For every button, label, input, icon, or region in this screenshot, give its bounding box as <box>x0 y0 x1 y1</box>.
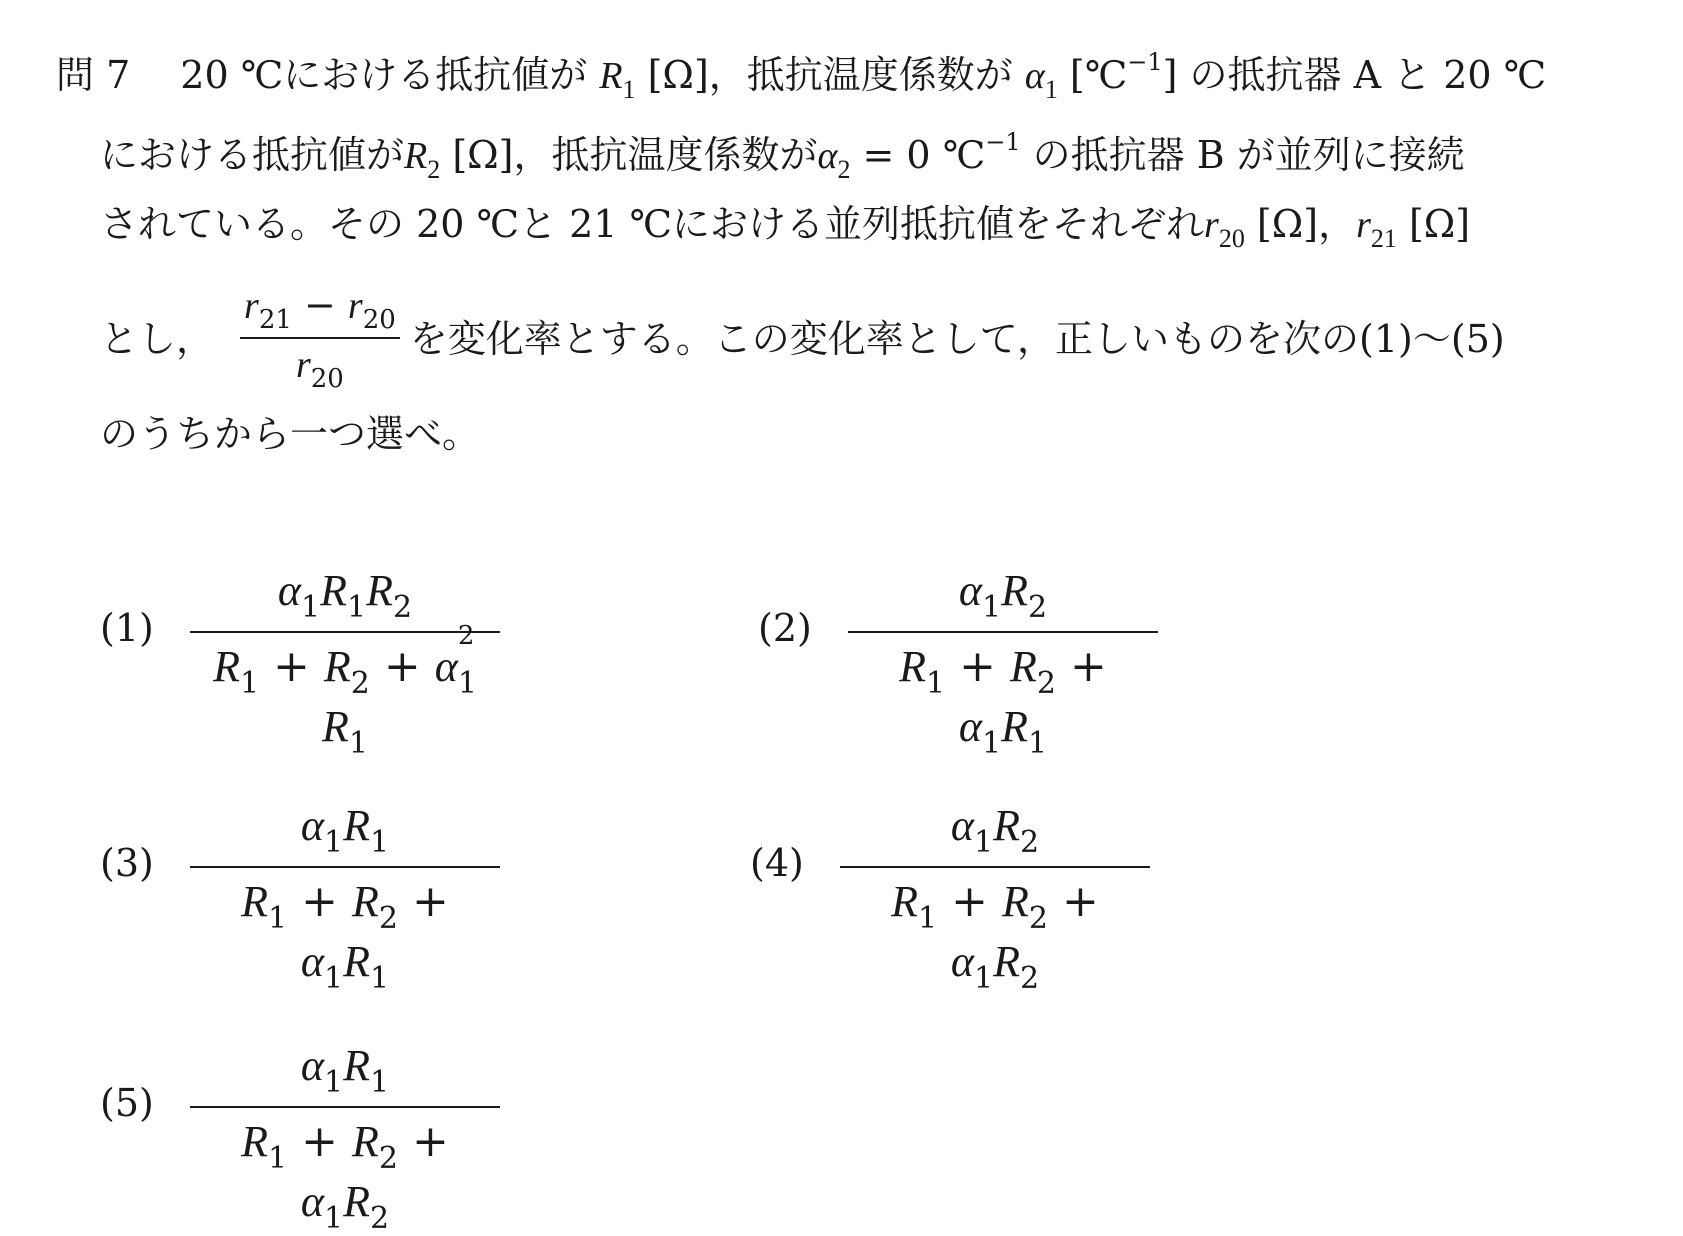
question-line-5: のうちから一つ選べ。 <box>100 412 481 456</box>
option-2-formula: $\frac{\alpha_1R_2}{R_1 + R_2 + \alpha_1R_1}$ <box>848 565 1158 761</box>
question-number: 問 7 <box>56 53 131 97</box>
option-5[interactable] <box>100 1040 500 1236</box>
change-rate-fraction: $\frac{r_{21} - r_{20}}{r_{20}}$ <box>240 286 400 392</box>
option-2[interactable] <box>758 565 1158 761</box>
option-3-label: (3) <box>100 840 154 885</box>
option-5-formula: $\frac{\alpha_1R_1}{R_1 + R_2 + \alpha_1R_2}$ <box>190 1040 500 1236</box>
option-4-formula: $\frac{\alpha_1R_2}{R_1 + R_2 + \alpha_1R_2}$ <box>840 800 1150 996</box>
option-4[interactable] <box>750 800 1150 996</box>
option-4-label: (4) <box>750 840 804 885</box>
option-3[interactable] <box>100 800 500 996</box>
option-1[interactable] <box>100 565 500 761</box>
question-line-1: 問 7 20 ℃における抵抗値が $R_1$ [Ω]，抵抗温度係数が $\alpha_1$ [℃$^{-1}$] の抵抗器 A と 20 ℃ <box>56 48 1547 104</box>
question-line-2: における抵抗値が$R_2$ [Ω]，抵抗温度係数が$\alpha_2 = 0$ ℃$^{-1}$ の抵抗器 B が並列に接続 <box>100 128 1465 184</box>
option-3-formula: $\frac{\alpha_1R_1}{R_1 + R_2 + \alpha_1R_1}$ <box>190 800 500 996</box>
option-5-label: (5) <box>100 1080 154 1125</box>
question-line-4: とし， $\frac{r_{21} - r_{20}}{r_{20}}$ を変化率とする。この変化率として，正しいものを次の(1)～(5) <box>100 283 1505 394</box>
question-line-3: されている。その 20 ℃と 21 ℃における並列抵抗値をそれぞれ$r_{20}$ [Ω]，$r_{21}$ [Ω] <box>100 202 1471 253</box>
option-2-label: (2) <box>758 605 812 650</box>
option-1-formula: $\alpha_1R_1R_2$ $R_1 + R_2 + \alpha$ 2 $_1R_1$ <box>190 565 500 761</box>
option-1-label: (1) <box>100 605 154 650</box>
